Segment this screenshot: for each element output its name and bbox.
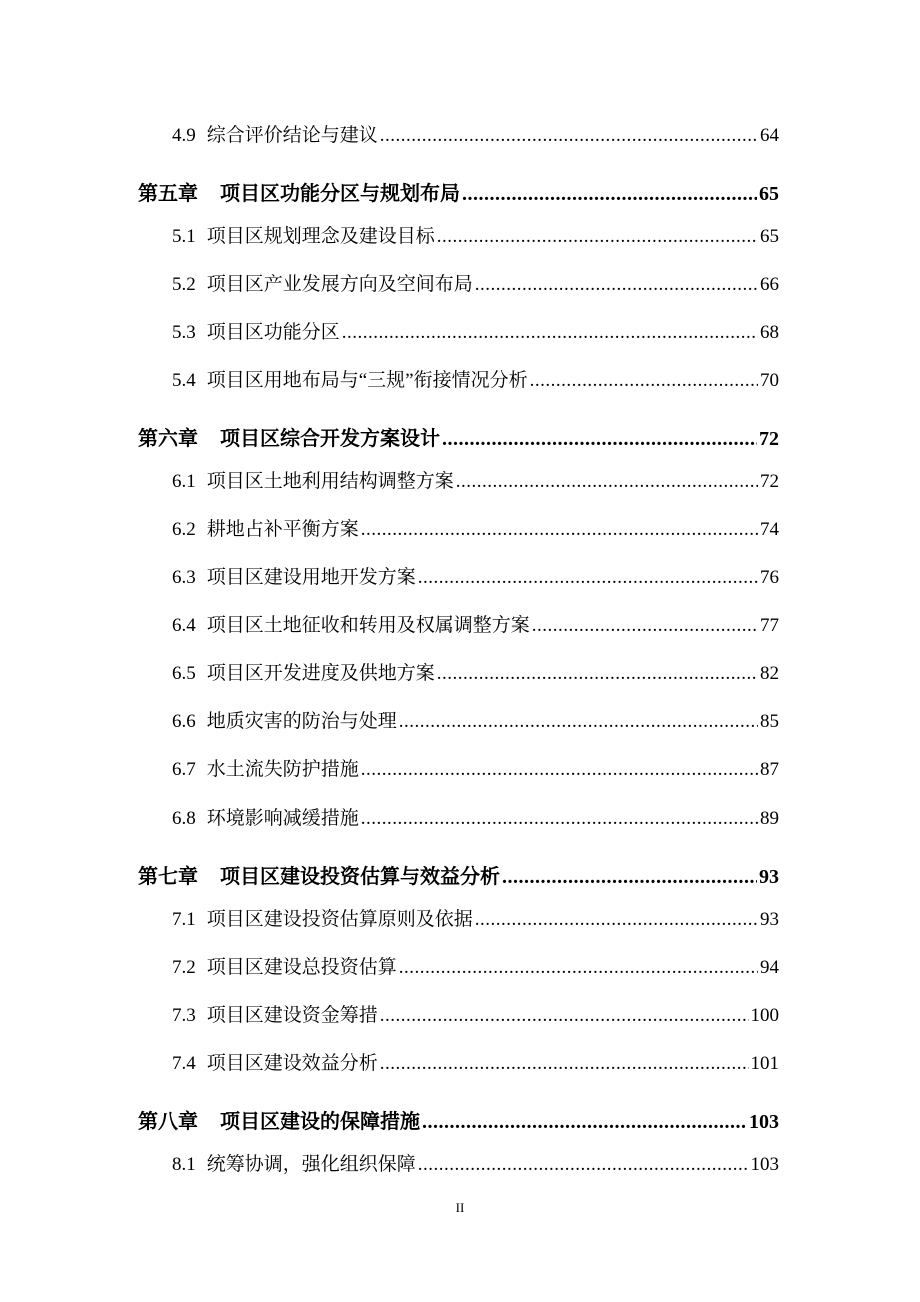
toc-entry[interactable] (172, 563, 779, 593)
toc-entry[interactable] (172, 1049, 779, 1079)
toc-chapter-number: 第八章 (138, 1111, 198, 1133)
toc-entry-page: 100 (750, 1005, 779, 1026)
toc-entry-title: 项目区开发进度及供地方案 (206, 663, 435, 684)
toc-entry[interactable] (172, 121, 779, 151)
toc-entry-page: 101 (750, 1053, 779, 1074)
toc-leader-dots (361, 804, 758, 834)
toc-leader-dots (530, 366, 758, 396)
toc-entry-title: 项目区建设资金筹措 (206, 1005, 378, 1026)
toc-entry-page: 72 (760, 471, 779, 492)
toc-chapter-title: 项目区建设的保障措施 (220, 1111, 420, 1133)
toc-leader-dots (475, 270, 758, 300)
toc-chapter[interactable] (138, 862, 779, 892)
toc-entry-title: 耕地占补平衡方案 (206, 519, 359, 540)
toc-entry-title: 统筹协调，强化组织保障 (206, 1154, 416, 1175)
toc-leader-dots (418, 1150, 749, 1180)
toc-entry-number: 6.1 (172, 471, 196, 492)
toc-entry-title: 项目区建设总投资估算 (206, 957, 397, 978)
toc-entry-number: 6.4 (172, 615, 196, 636)
toc-entry-title: 综合评价结论与建议 (206, 125, 378, 146)
toc-entry-number: 6.3 (172, 567, 196, 588)
toc-entry[interactable] (172, 366, 779, 396)
toc-entry-title: 环境影响减缓措施 (206, 808, 359, 829)
toc-chapter-number: 第六章 (138, 428, 198, 450)
toc-entry-number: 6.5 (172, 663, 196, 684)
toc-chapter-title: 项目区建设投资估算与效益分析 (220, 866, 500, 888)
toc-entry[interactable] (172, 1001, 779, 1031)
toc-entry-page: 74 (760, 519, 779, 540)
toc-entry-page: 85 (760, 711, 779, 732)
toc-leader-dots (380, 121, 758, 151)
toc-entry[interactable] (172, 270, 779, 300)
toc-leader-dots (456, 467, 758, 497)
page-number-footer: II (455, 1200, 465, 1215)
toc-entry-page: 64 (760, 125, 779, 146)
toc-entry[interactable] (172, 755, 779, 785)
toc-entry[interactable] (172, 222, 779, 252)
toc-entry[interactable] (172, 707, 779, 737)
toc-entry-page: 103 (750, 1154, 779, 1175)
toc-entry-title: 地质灾害的防治与处理 (206, 711, 397, 732)
toc-entry-number: 5.1 (172, 226, 196, 247)
toc-entry-number: 7.3 (172, 1005, 196, 1026)
toc-leader-dots (422, 1107, 747, 1137)
toc-entry-page: 76 (760, 567, 779, 588)
toc-entry[interactable] (172, 1150, 779, 1180)
toc-entry-number: 6.2 (172, 519, 196, 540)
toc-entry[interactable] (172, 659, 779, 689)
toc-entry[interactable] (172, 905, 779, 935)
toc-chapter-number: 第五章 (138, 183, 198, 205)
toc-entry-number: 7.4 (172, 1053, 196, 1074)
toc-entry-number: 4.9 (172, 125, 196, 146)
toc-entry-title: 项目区土地征收和转用及权属调整方案 (206, 615, 530, 636)
toc-leader-dots (380, 1001, 749, 1031)
toc-entry-title: 项目区建设效益分析 (206, 1053, 378, 1074)
toc-leader-dots (361, 755, 758, 785)
toc-entry-title: 水土流失防护措施 (206, 759, 359, 780)
toc-chapter-title: 项目区功能分区与规划布局 (220, 183, 460, 205)
toc-leader-dots (380, 1049, 749, 1079)
toc-entry-number: 8.1 (172, 1154, 196, 1175)
toc-leader-dots (437, 222, 758, 252)
toc-entry-title: 项目区产业发展方向及空间布局 (206, 274, 473, 295)
toc-entry[interactable] (172, 804, 779, 834)
toc-leader-dots (442, 424, 757, 454)
toc-entry-page: 82 (760, 663, 779, 684)
toc-chapter-page: 65 (759, 183, 779, 205)
toc-entry-number: 6.7 (172, 759, 196, 780)
toc-entry-title: 项目区建设投资估算原则及依据 (206, 909, 473, 930)
toc-entry-number: 7.1 (172, 909, 196, 930)
toc-leader-dots (475, 905, 758, 935)
toc-entry-page: 65 (760, 226, 779, 247)
toc-entry[interactable] (172, 611, 779, 641)
toc-entry-page: 89 (760, 808, 779, 829)
toc-chapter-page: 72 (759, 428, 779, 450)
toc-entry-page: 70 (760, 370, 779, 391)
toc-entry-page: 68 (760, 322, 779, 343)
toc-leader-dots (399, 707, 758, 737)
toc-entry[interactable] (172, 953, 779, 983)
toc-entry-number: 5.3 (172, 322, 196, 343)
toc-leader-dots (399, 953, 758, 983)
toc-entry-page: 94 (760, 957, 779, 978)
toc-entry-page: 93 (760, 909, 779, 930)
toc-entry-page: 87 (760, 759, 779, 780)
toc-chapter[interactable] (138, 179, 779, 209)
toc-leader-dots (532, 611, 758, 641)
toc-entry[interactable] (172, 318, 779, 348)
toc-chapter[interactable] (138, 1107, 779, 1137)
toc-entry-number: 7.2 (172, 957, 196, 978)
toc-entry-number: 5.2 (172, 274, 196, 295)
toc-entry-page: 66 (760, 274, 779, 295)
toc-entry-number: 5.4 (172, 370, 196, 391)
toc-leader-dots (418, 563, 758, 593)
toc-entry-page: 77 (760, 615, 779, 636)
toc-leader-dots (342, 318, 758, 348)
toc-entry-title: 项目区建设用地开发方案 (206, 567, 416, 588)
toc-leader-dots (462, 179, 757, 209)
toc-entry-title: 项目区规划理念及建设目标 (206, 226, 435, 247)
toc-entry-number: 6.6 (172, 711, 196, 732)
toc-entry-number: 6.8 (172, 808, 196, 829)
toc-leader-dots (361, 515, 758, 545)
toc-entry-title: 项目区土地利用结构调整方案 (206, 471, 454, 492)
toc-chapter-page: 103 (749, 1111, 779, 1133)
toc-chapter-number: 第七章 (138, 866, 198, 888)
toc-entry-title: 项目区功能分区 (206, 322, 340, 343)
toc-entry-title: 项目区用地布局与“三规”衔接情况分析 (206, 370, 528, 391)
toc-chapter[interactable] (138, 424, 779, 454)
toc-entry[interactable] (172, 467, 779, 497)
toc-chapter-title: 项目区综合开发方案设计 (220, 428, 440, 450)
toc-chapter-page: 93 (759, 866, 779, 888)
toc-entry[interactable] (172, 515, 779, 545)
toc-leader-dots (502, 862, 757, 892)
toc-leader-dots (437, 659, 758, 689)
